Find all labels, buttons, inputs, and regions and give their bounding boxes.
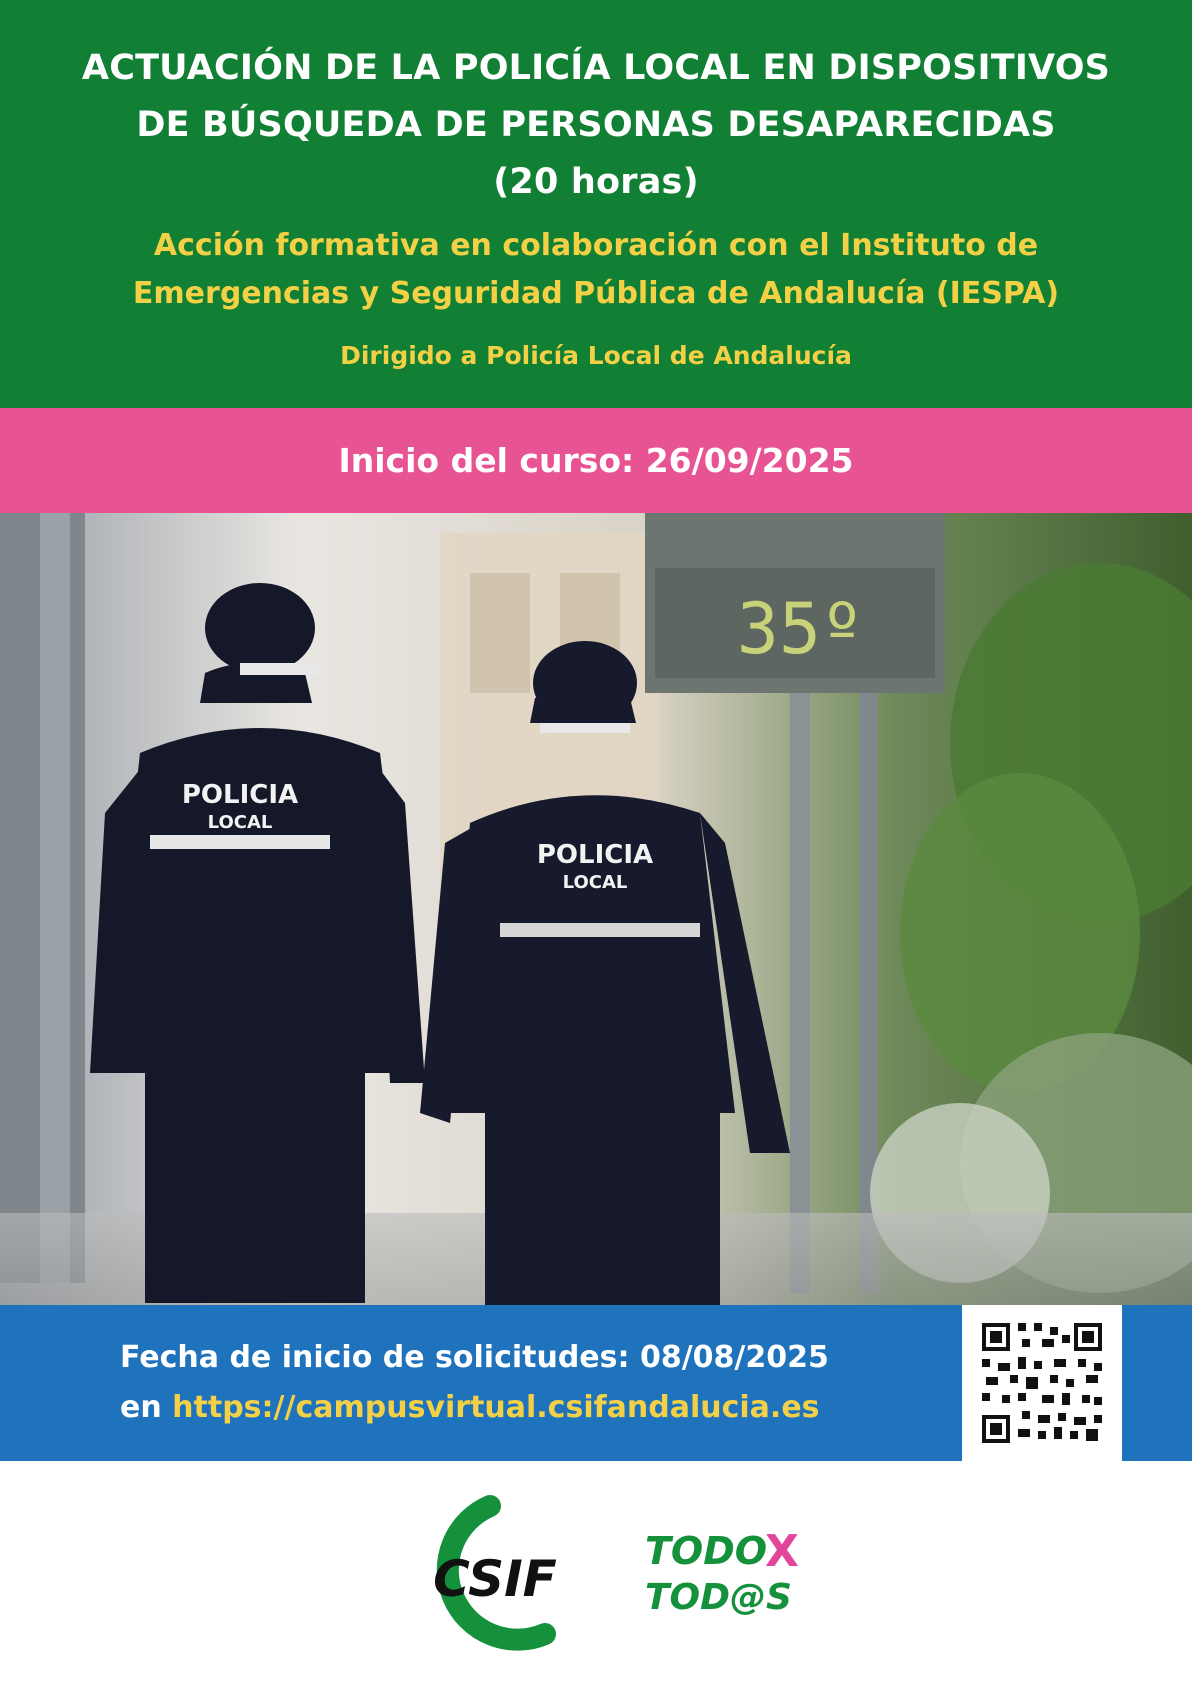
- todo-x-todos-logo: [645, 1524, 815, 1624]
- vest-text-right: POLICIA: [536, 840, 654, 870]
- target-audience: Dirigido a Policía Local de Andalucía: [340, 341, 852, 370]
- csif-logo: [395, 1494, 595, 1654]
- thermometer-display: 35º: [736, 588, 864, 670]
- police-officers-photo: [0, 513, 1192, 1305]
- course-title-line-2: DE BÚSQUEDA DE PERSONAS DESAPARECIDAS: [136, 105, 1056, 145]
- application-url-line: [120, 1390, 820, 1425]
- course-title-line-1: ACTUACIÓN DE LA POLICÍA LOCAL EN DISPOSITIVOS: [81, 48, 1111, 88]
- vest-subtext-right: LOCAL: [562, 872, 628, 893]
- course-start-band: Inicio del curso: 26/09/2025: [0, 408, 1192, 513]
- todo-line-2: TOD@S: [645, 1577, 792, 1618]
- subtitle-line-2: Emergencias y Seguridad Pública de Andalucía (IESPA): [132, 276, 1060, 311]
- application-start-date: Fecha de inicio de solicitudes: 08/08/2025: [120, 1340, 829, 1375]
- header-panel: [0, 0, 1192, 408]
- qr-code[interactable]: [962, 1305, 1122, 1461]
- course-title: [0, 40, 1192, 211]
- csif-logo-text: CSIF: [433, 1550, 557, 1608]
- todo-x-mark: X: [765, 1526, 799, 1577]
- course-subtitle: [0, 222, 1192, 318]
- vest-subtext-left: LOCAL: [207, 812, 273, 833]
- vest-text-left: POLICIA: [181, 780, 299, 810]
- campus-virtual-link[interactable]: https://campusvirtual.csifandalucia.es: [172, 1390, 820, 1425]
- todo-line-1: TODO: [645, 1529, 768, 1573]
- course-duration: (20 horas): [493, 162, 699, 202]
- url-prefix: en: [120, 1390, 162, 1425]
- subtitle-line-1: Acción formativa en colaboración con el Instituto de: [153, 228, 1039, 263]
